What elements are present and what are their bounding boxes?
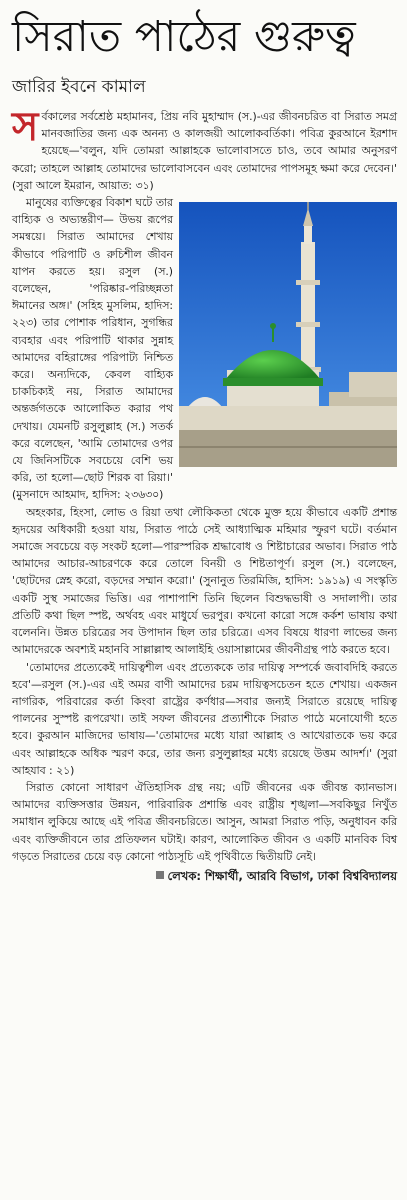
- paragraph-1-text: র্বকালের সর্বশ্রেষ্ঠ মহামানব, প্রিয় নবি মুহাম্মাদ (স.)-এর জীবনচরিত বা সিরাত সমগ্র মানবজাতির জন্য এক অনন্য ও কালজয়ী আলোকবর্তিকা। পবিত্র কুরআনে ইরশাদ হয়েছে—'বলুন, যদি তোমরা আল্লাহকে ভালোবাসতে চাও, তবে আমার অনুসরণ করো; তাহলে আল্লাহ তোমাদের ভালোবাসবেন এবং তোমাদের পাপসমূহ ক্ষমা করে দেবেন।' (সুরা আলে ইমরান, আয়াত: ৩১): [12, 110, 397, 192]
- square-bullet-icon: [156, 871, 164, 879]
- paragraph-4: 'তোমাদের প্রত্যেকেই দায়িত্বশীল এবং প্রত্যেককে তার দায়িত্ব সম্পর্কে জবাবদিহি করতে হবে'—রসুল (স.)-এর এই অমর বাণী আমাদের চরম দায়িত্বসচেতন হতে শেখায়। একজন নাগরিক, পরিবারের কর্তা কিংবা রাষ্ট্রের কর্ণধার—সবার জন্যই সিরাতে রয়েছে দায়িত্ব পালনের সুস্পষ্ট রূপরেখা। তাই সফল জীবনের প্রত্যাশীকে সিরাত পাঠে মনোযোগী হতে হবে। কুরআন মাজিদের ভাষায়—'তোমাদের মধ্যে যারা আল্লাহ ও আখেরাতকে ভয় করে এবং আল্লাহকে অধিক স্মরণ করে, তার জন্য রসুলুল্লাহর মধ্যে রয়েছে উত্তম আদর্শ।' (সুরা আহযাব : ২১): [12, 660, 397, 777]
- author-name: জারির ইবনে কামাল: [12, 77, 146, 97]
- mosque-photo: [179, 202, 397, 467]
- article-title: সিরাত পাঠের গুরুত্ব: [12, 12, 356, 62]
- green-dome-mosque-illustration: [179, 202, 397, 467]
- article-body: [12, 104, 397, 885]
- paragraph-3: অহংকার, হিংসা, লোভ ও রিয়া তথা লৌকিকতা থেকে মুক্ত হয়ে কীভাবে একটি প্রশান্ত হৃদয়ের অধিকারী হওয়া যায়, সিরাত পাঠে সেই আধ্যাত্মিক মহিমার স্ফুরণ ঘটে। বর্তমান সমাজে সবচেয়ে বড় সংকট হলো—পারস্পরিক শ্রদ্ধাবোধ ও শিষ্টাচারের অভাব। সিরাত পাঠ আমাদের আচার-আচরণকে করে তোলে বিনয়ী ও শিষ্টতাপূর্ণ। রসুল (স.) বলেছেন, 'ছোটদের স্নেহ করো, বড়দের সম্মান করো।' (সুনানুত তিরমিজি, হাদিস: ১৯১৯) এ সংস্কৃতি একটি সুস্থ সমাজের ভিত্তি। এর পাশাপাশি তিনি ছিলেন বিশুদ্ধভাষী ও সদালাপী। তার প্রতিটি কথা ছিল স্পষ্ট, অর্থবহ এবং মাধুর্যে ভরপুর। কখনো কারো সঙ্গে কর্কশ ভাষায় কথা বলেননি। উন্নত চরিত্রের সব উপাদান ছিল তার চরিত্রে। এসব বিষয়ে ধারণা লাভের জন্য আমাদেরকে অবশ্যই মহানবি সাল্লাল্লাহু আলাইহি ওয়াসাল্লামের জীবনীগ্রন্থ পাঠ করতে হবে।: [12, 505, 397, 657]
- author-credit: [12, 867, 397, 885]
- paragraph-5: সিরাত কোনো সাধারণ ঐতিহাসিক গ্রন্থ নয়; এটি জীবনের এক জীবন্ত ক্যানভাস। আমাদের ব্যক্তিসত্তার উন্নয়ন, পারিবারিক প্রশান্তি এবং রাষ্ট্রীয় শৃঙ্খলা—সবকিছুর নিখুঁত সমাধান লুকিয়ে আছে এই পবিত্র জীবনচরিতে। আসুন, আমরা সিরাত পড়ি, অনুধাবন করি এবং ব্যক্তিজীবনে তার প্রতিফলন ঘটাই। কারণ, আলোকিত জীবন ও একটি মানবিক বিশ্ব গড়তে সিরাতের চেয়ে বড় কোনো পাঠ্যসূচি এই পৃথিবীতে দ্বিতীয়টি নেই।: [12, 780, 397, 863]
- paragraph-1: [12, 104, 397, 194]
- author-credit-text: লেখক: শিক্ষার্থী, আরবি বিভাগ, ঢাকা বিশ্ববিদ্যালয়: [167, 868, 397, 883]
- dropcap-letter: স: [12, 104, 39, 150]
- paragraph-2: [12, 194, 397, 504]
- paragraph-2-text: মানুষের ব্যক্তিত্বের বিকাশ ঘটে তার বাহ্যিক ও অভ্যন্তরীণ— উভয় রূপের সমন্বয়ে। সিরাত আমাদের শেখায় কীভাবে পরিপাটি ও রুচিশীল জীবন যাপন করতে হয়। রসুল (স.) বলেছেন, 'পরিষ্কার-পরিচ্ছন্নতা ঈমানের অঙ্গ।' (সহিহ মুসলিম, হাদিস: ২২৩) তার পোশাক পরিধান, সুগন্ধির ব্যবহার এবং পরিপাটি থাকার সুন্নাহ আমাদের বহিরাঙ্গের পরিপাট্য নিশ্চিত করে। অন্যদিকে, কেবল বাহ্যিক চাকচিক্যই নয়, সিরাত আমাদের অন্তর্জগতকে আলোকিত করার পথ দেখায়। যেমনটি রসুলুল্লাহ (স.) সতর্ক করে বলেছেন, 'আমি তোমাদের ওপর যে জিনিসটিকে সবচেয়ে বেশি ভয় করি, তা হলো—ছোট শিরক বা রিয়া।' (মুসনাদে আহমাদ, হাদিস: ২৩৬৩০): [12, 196, 173, 502]
